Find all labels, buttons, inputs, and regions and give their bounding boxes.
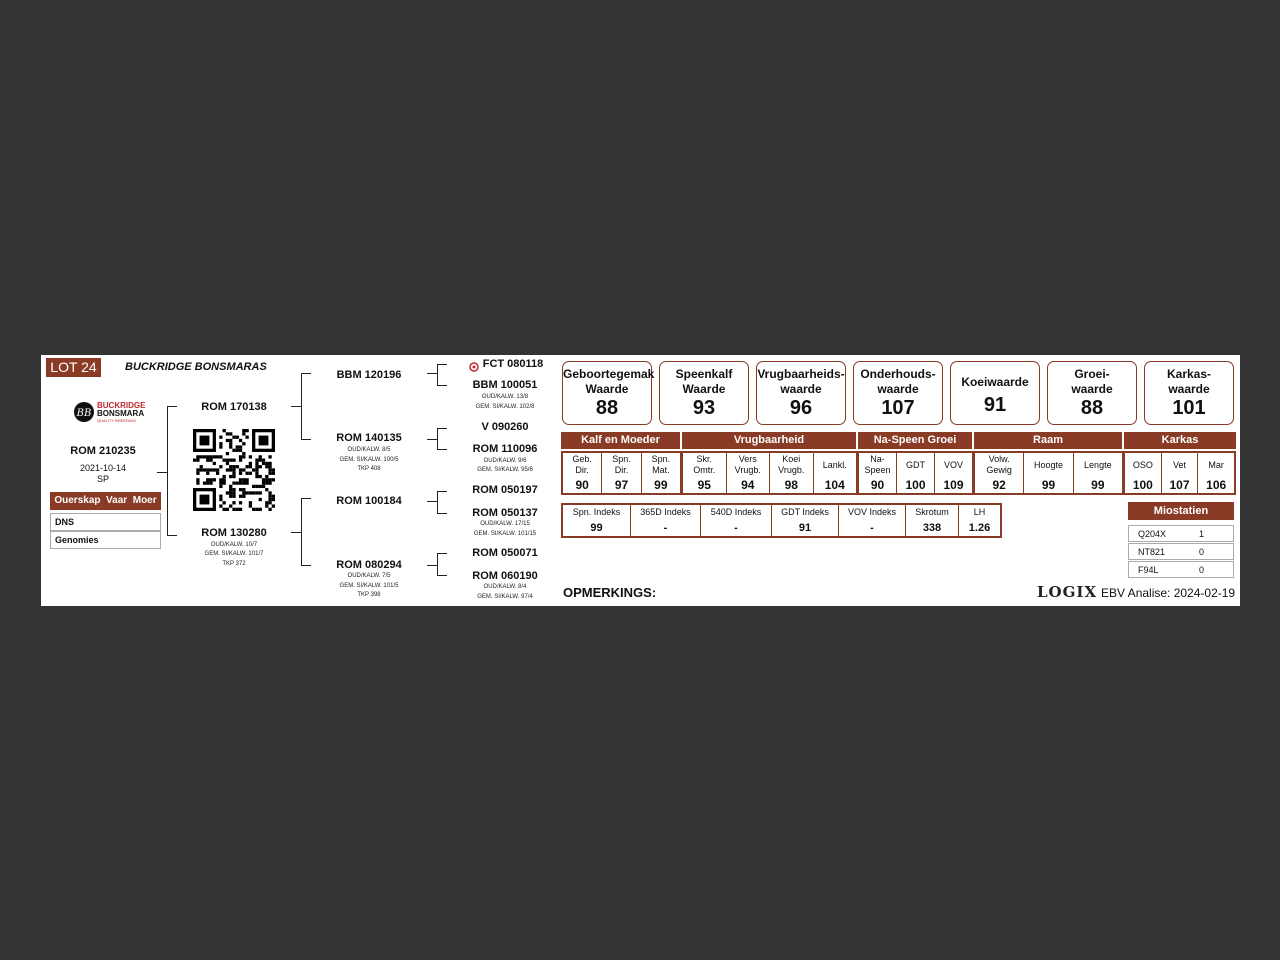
- card-value: 88: [1080, 397, 1104, 419]
- granddam-paternal-detail-1: OUD/KALW. 8/5: [347, 447, 391, 453]
- index-value: 1.26: [968, 522, 991, 534]
- card-label: Koeiwaarde: [961, 375, 1029, 389]
- card-onderhoud: [853, 361, 943, 425]
- index-value: 99: [590, 522, 603, 534]
- myostatin-row: [1128, 543, 1234, 560]
- trait-cell: [1125, 453, 1162, 493]
- trait-value: 100: [1132, 478, 1153, 492]
- trait-cell: [975, 453, 1024, 493]
- trait-value: 106: [1206, 478, 1227, 492]
- trait-label: Skr. Omtr.: [693, 454, 716, 475]
- card-geboortegemak: [562, 361, 655, 425]
- trait-cell: [683, 453, 727, 493]
- trait-cell: [1074, 453, 1122, 493]
- analysis-date: EBV Analise: 2024-02-19: [1101, 586, 1236, 600]
- index-label: 540D Indeks: [710, 507, 762, 517]
- card-koeiwaarde: [950, 361, 1040, 425]
- index-label: 365D Indeks: [640, 507, 691, 517]
- granddam-maternal-detail-3: TKP 398: [357, 592, 381, 598]
- index-label: GDT Indeks: [781, 507, 829, 517]
- card-vrugbaarheid: [756, 361, 846, 425]
- card-label: Onderhouds- waarde: [860, 367, 936, 396]
- owner-bar: Ouerskap Vaar Moer: [50, 492, 161, 510]
- group-header-vrugbaarheid: Vrugbaarheid: [682, 432, 856, 449]
- logo-line2: BONSMARA: [97, 409, 145, 418]
- breeder-logo: [73, 401, 145, 425]
- trait-cell: [814, 453, 857, 493]
- trait-value: 100: [905, 478, 926, 492]
- granddam-paternal-detail-2: GEM. SI/KALW. 100/5: [339, 457, 399, 463]
- trait-label: VOV: [943, 459, 963, 470]
- trait-cell: [602, 453, 641, 493]
- trait-value: 92: [992, 478, 1006, 492]
- ggd-3-id: ROM 050137: [472, 507, 538, 519]
- myostatin-key: Q204X: [1138, 529, 1167, 539]
- dam-detail-1: OUD/KALW. 10/7: [210, 542, 258, 548]
- card-karkas: [1144, 361, 1234, 425]
- ggd-1-detail-2: GEM. SI/KALW. 102/8: [475, 404, 535, 410]
- group-header-kalf: Kalf en Moeder: [561, 432, 680, 449]
- card-value: 101: [1172, 397, 1206, 419]
- index-cell: [839, 505, 906, 536]
- index-cell: [906, 505, 959, 536]
- card-label: Groei- waarde: [1071, 367, 1113, 396]
- sire-id: ROM 170138: [201, 401, 267, 413]
- myostatin-value: 1: [1199, 529, 1205, 539]
- logix-logo: LOGIX: [1037, 583, 1098, 601]
- trait-cell: [935, 453, 972, 493]
- index-value: 338: [922, 522, 942, 534]
- trait-label: Hoogte: [1033, 459, 1063, 470]
- myostatin-key: NT821: [1138, 547, 1166, 557]
- card-value: 93: [692, 397, 716, 419]
- logo-monogram: BB: [76, 408, 92, 419]
- index-value: -: [734, 522, 738, 534]
- grandsire-maternal-id: ROM 100184: [336, 495, 402, 507]
- trait-cell: [859, 453, 897, 493]
- grandsire-paternal-id: BBM 120196: [336, 369, 402, 381]
- trait-value: 99: [1091, 478, 1105, 492]
- trait-label: Vet: [1173, 459, 1187, 470]
- card-label: Geboortegemak Waarde: [563, 367, 655, 396]
- index-cell: [701, 505, 772, 536]
- card-value: 107: [881, 397, 915, 419]
- trait-label: Na- Speen: [864, 454, 891, 475]
- dns-box: DNS: [50, 513, 161, 531]
- index-value: 91: [798, 522, 812, 534]
- trait-label: Koei Vrugb.: [778, 454, 805, 475]
- index-label: LH: [973, 507, 986, 517]
- granddam-paternal-id: ROM 140135: [336, 432, 402, 444]
- bull-logo-icon: [73, 401, 95, 423]
- index-table: [561, 503, 1002, 538]
- group-header-naspeen: Na-Speen Groei: [858, 432, 972, 449]
- ggs-4-id: ROM 050071: [472, 547, 538, 559]
- trait-value: 99: [1041, 478, 1056, 492]
- granddam-maternal-id: ROM 080294: [336, 559, 402, 571]
- trait-cell: [1162, 453, 1199, 493]
- group-naspeen: [857, 451, 974, 495]
- trait-label: Geb. Dir.: [572, 454, 592, 475]
- granddam-maternal-detail-2: GEM. SI/KALW. 101/5: [339, 583, 399, 589]
- trait-label: Spn. Mat.: [651, 454, 671, 475]
- ggd-3-detail-1: OUD/KALW. 17/15: [480, 521, 530, 527]
- ggd-2-detail-1: OUD/KALW. 9/6: [483, 458, 527, 464]
- trait-cell: [642, 453, 680, 493]
- card-label: Speenkalf Waarde: [675, 367, 733, 396]
- index-label: VOV Indeks: [847, 507, 897, 517]
- index-cell: [959, 505, 1000, 536]
- granddam-paternal-detail-3: TKP 408: [357, 466, 381, 472]
- index-label: Skrotum: [915, 507, 949, 517]
- card-value: 96: [789, 397, 813, 419]
- lot-badge: LOT 24: [46, 358, 101, 377]
- trait-cell: [727, 453, 771, 493]
- index-value: -: [870, 522, 874, 534]
- group-vrugbaarheid: [681, 451, 858, 495]
- trait-value: 90: [870, 478, 885, 492]
- dam-detail-2: GEM. SI/KALW. 101/7: [204, 551, 264, 557]
- card-value: 91: [983, 394, 1007, 416]
- trait-cell: [897, 453, 935, 493]
- trait-value: 104: [824, 478, 845, 492]
- ggd-3-detail-2: GEM. SI/KALW. 101/15: [473, 531, 537, 537]
- ggd-4-id: ROM 060190: [472, 570, 538, 582]
- index-value: -: [663, 522, 668, 534]
- trait-label: Spn. Dir.: [612, 454, 631, 475]
- index-cell: [563, 505, 631, 536]
- trait-cell: [1198, 453, 1234, 493]
- trait-label: Lengte: [1084, 459, 1112, 470]
- myostatin-header: Miostatien: [1128, 502, 1234, 520]
- myostatin-row: [1128, 561, 1234, 578]
- ggd-2-detail-2: GEM. SI/KALW. 95/6: [477, 467, 533, 473]
- trait-cell: [770, 453, 814, 493]
- trait-label: Volw. Gewig: [986, 454, 1012, 475]
- trait-value: 97: [614, 478, 629, 492]
- card-value: 88: [595, 397, 619, 419]
- trait-value: 95: [697, 478, 711, 492]
- trait-value: 98: [784, 478, 798, 492]
- dam-id: ROM 130280: [201, 527, 267, 539]
- index-cell: [631, 505, 701, 536]
- ggs-1-id: FCT 080118: [482, 358, 544, 370]
- logo-line3: QUALITY BREEDING: [97, 418, 137, 423]
- trait-cell: [1024, 453, 1073, 493]
- animal-id: ROM 210235: [70, 445, 136, 457]
- ggs-3-id: ROM 050197: [472, 484, 538, 496]
- index-label: Spn. Indeks: [572, 507, 621, 517]
- breeder-name: BUCKRIDGE BONSMARAS: [125, 361, 267, 373]
- logo-line1: BUCKRIDGE: [97, 401, 146, 410]
- lot-sheet: [41, 355, 1240, 606]
- card-groei: [1047, 361, 1137, 425]
- qr-code: [193, 429, 275, 511]
- ggd-2-id: ROM 110096: [472, 443, 538, 455]
- myostatin-key: F94L: [1138, 565, 1159, 575]
- ggd-1-detail-1: OUD/KALW. 13/8: [481, 394, 529, 400]
- ggd-1-id: BBM 100051: [472, 379, 538, 391]
- myostatin-value: 0: [1199, 547, 1205, 557]
- trait-value: 90: [575, 478, 589, 492]
- trait-value: 99: [654, 478, 668, 492]
- card-label: Karkas- waarde: [1166, 367, 1212, 396]
- trait-label: GDT: [906, 459, 925, 470]
- animal-type: SP: [96, 474, 109, 484]
- trait-label: Lankl.: [822, 459, 847, 470]
- myostatin-value: 0: [1199, 565, 1205, 575]
- trait-cell: [563, 453, 602, 493]
- granddam-maternal-detail-1: OUD/KALW. 7/5: [347, 573, 391, 579]
- group-karkas: [1123, 451, 1236, 495]
- trait-label: OSO: [1132, 459, 1153, 470]
- trait-value: 107: [1169, 478, 1190, 492]
- card-speenkalf: [659, 361, 749, 425]
- ggs-2-id: V 090260: [481, 421, 529, 433]
- trait-value: 94: [741, 478, 755, 492]
- group-raam: [973, 451, 1124, 495]
- myostatin-row: [1128, 525, 1234, 542]
- group-kalf: [561, 451, 682, 495]
- group-header-karkas: Karkas: [1124, 432, 1236, 449]
- dam-detail-3: TKP 372: [222, 561, 246, 567]
- ggd-4-detail-1: OUD/KALW. 8/4: [483, 584, 527, 590]
- trait-label: Vers Vrugb.: [734, 454, 761, 475]
- animal-date: 2021-10-14: [79, 463, 127, 473]
- group-header-raam: Raam: [974, 432, 1122, 449]
- genomies-box: Genomies: [50, 531, 161, 549]
- trait-value: 109: [943, 478, 964, 492]
- remarks-label: OPMERKINGS:: [563, 585, 657, 600]
- ggd-4-detail-2: GEM. SI/KALW. 97/4: [477, 594, 533, 600]
- index-cell: [772, 505, 839, 536]
- trait-label: Mar: [1208, 459, 1224, 470]
- card-label: Vrugbaarheids- waarde: [757, 367, 845, 396]
